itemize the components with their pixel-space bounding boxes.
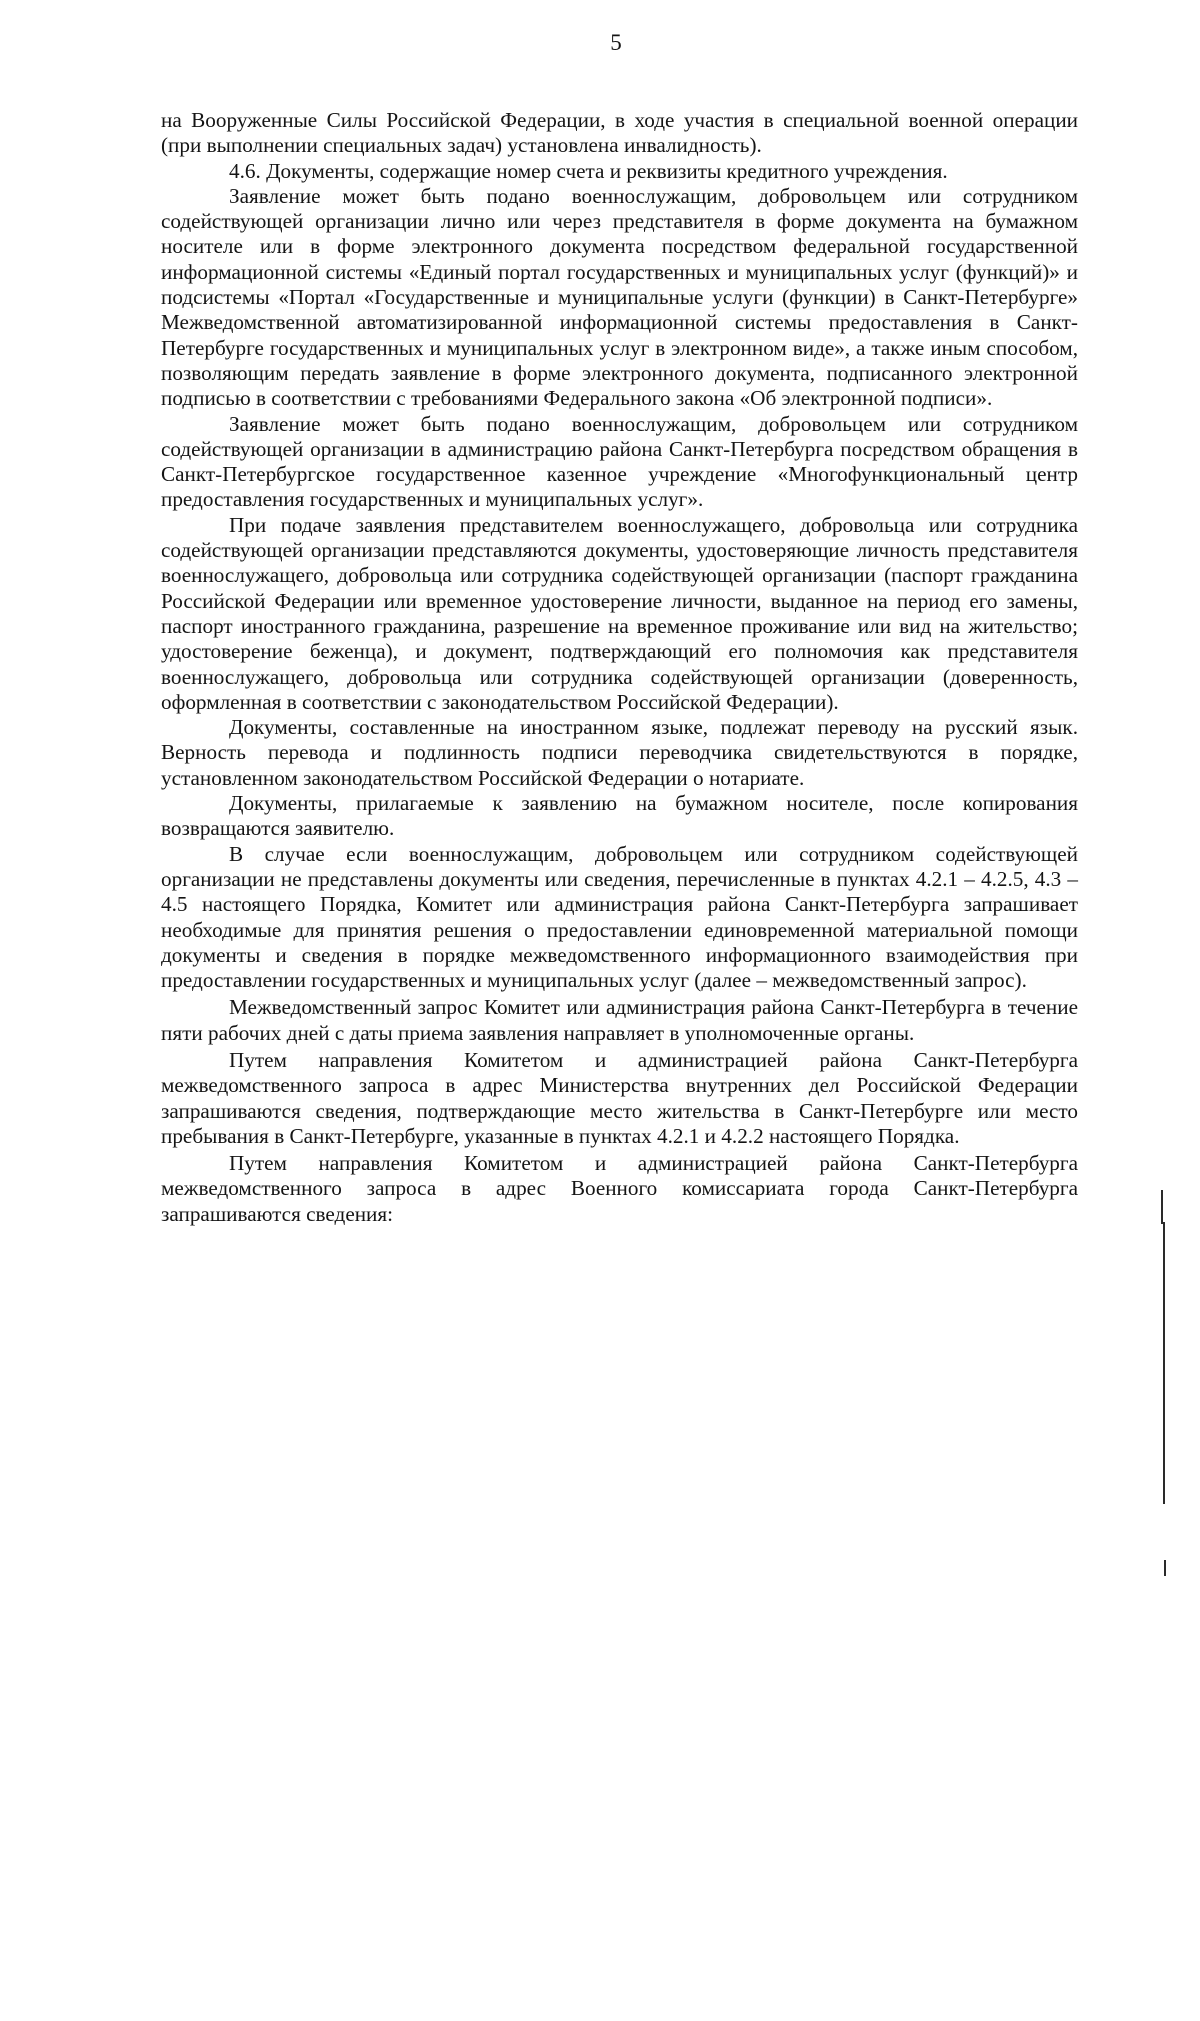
margin-scan-line-tick <box>1164 1560 1166 1576</box>
paragraph-interagency-request-timing: Межведомственный запрос Комитет или администрация района Санкт-Петербурга в течение пяти рабочих дней с даты приема заявления направляет в уполномоченные органы. <box>161 995 1078 1045</box>
page-number: 5 <box>610 30 622 55</box>
paragraph-item-4-6: 4.6. Документы, содержащие номер счета и реквизиты кредитного учреждения. <box>229 158 948 183</box>
paragraph-documents-returned: Документы, прилагаемые к заявлению на бумажном носителе, после копирования возвращаются заявителю. <box>161 791 1078 841</box>
margin-scan-line <box>1163 1222 1165 1504</box>
paragraph-interagency-request-case: В случае если военнослужащим, добровольцем или сотрудником содействующей организации не представлены документы или сведения, перечисленные в пунктах 4.2.1 – 4.2.5, 4.3 – 4.5 настоящего Порядка, Комитет или администрация района Санкт-Петербурга запрашивает необходимые для принятия решения о предоставлении единовременной материальной помощи документы и сведения в порядке межведомственного информационного взаимодействия при предоставлении государственных и муниципальных услуг (далее – межведомственный запрос). <box>161 841 1078 993</box>
paragraph-military-commissariat-request: Путем направления Комитетом и администрацией района Санкт-Петербурга межведомственного запроса в адрес Военного комиссариата города Санкт-Петербурга запрашиваются сведения: <box>161 1151 1078 1226</box>
document-body <box>161 108 1078 1227</box>
paragraph-representative-documents: При подаче заявления представителем военнослужащего, добровольца или сотрудника содействующей организации представляются документы, удостоверяющие личность представителя военнослужащего, добровольца или сотрудника содействующей организации (паспорт гражданина Российской Федерации или временное удостоверение личности, выданное на период его замены, паспорт иностранного гражданина, разрешение на временное проживание или вид на жительство; удостоверение беженца), и документ, подтверждающий его полномочия как представителя военнослужащего, добровольца или сотрудника содействующей организации (доверенность, оформленная в соответствии с законодательством Российской Федерации). <box>161 512 1078 714</box>
margin-scan-line-upper <box>1161 1190 1163 1224</box>
paragraph-application-mfc: Заявление может быть подано военнослужащим, добровольцем или сотрудником содействующей организации в администрацию района Санкт-Петербурга посредством обращения в Санкт-Петербургское государственное казенное учреждение «Многофункциональный центр предоставления государственных и муниципальных услуг». <box>161 411 1078 512</box>
paragraph-application-submission: Заявление может быть подано военнослужащим, добровольцем или сотрудником содействующей организации лично или через представителя в форме документа на бумажном носителе или в форме электронного документа посредством федеральной государственной информационной системы «Единый портал государственных и муниципальных услуг (функций)» и подсистемы «Портал «Государственные и муниципальные услуги (функции) в Санкт-Петербурге» Межведомственной автоматизированной информационной системы предоставления в Санкт-Петербурге государственных и муниципальных услуг в электронном виде», а также иным способом, позволяющим передать заявление в форме электронного документа, подписанного электронной подписью в соответствии с требованиями Федерального закона «Об электронной подписи». <box>161 183 1078 411</box>
paragraph-mvd-request: Путем направления Комитетом и администрацией района Санкт-Петербурга межведомственного запроса в адрес Министерства внутренних дел Российской Федерации запрашиваются сведения, подтверждающие место жительства в Санкт-Петербурге или место пребывания в Санкт-Петербурге, указанные в пунктах 4.2.1 и 4.2.2 настоящего Порядка. <box>161 1047 1078 1148</box>
paragraph-continuation: на Вооруженные Силы Российской Федерации, в ходе участия в специальной военной операции (при выполнении специальных задач) установлена инвалидность). <box>161 108 1078 158</box>
paragraph-foreign-language: Документы, составленные на иностранном языке, подлежат переводу на русский язык. Верность перевода и подлинность подписи переводчика свидетельствуются в порядке, установленном законодательством Российской Федерации о нотариате. <box>161 715 1078 790</box>
